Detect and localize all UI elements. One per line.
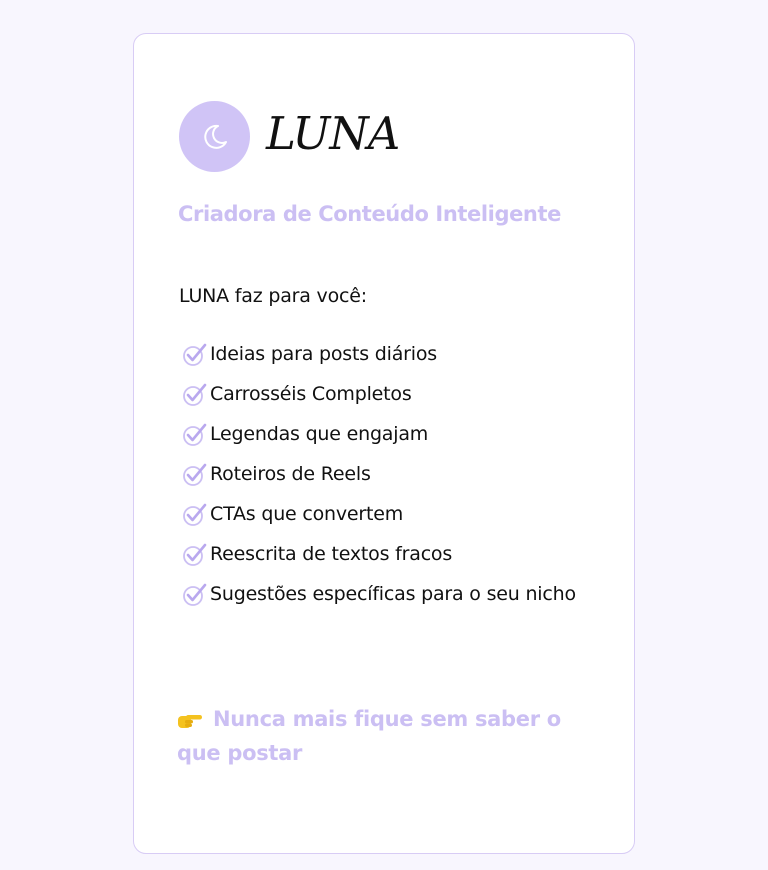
check-mark-icon xyxy=(182,574,210,614)
intro-text: LUNA faz para você: xyxy=(179,285,367,307)
feature-list xyxy=(182,334,602,614)
brand-name: LUNA xyxy=(266,107,400,160)
list-item xyxy=(182,414,602,454)
feature-label: Carrosséis Completos xyxy=(210,383,412,405)
list-item xyxy=(182,374,602,414)
callout-text: Nunca mais fique sem saber o que postar xyxy=(177,707,561,765)
check-mark-icon xyxy=(182,334,210,374)
list-item xyxy=(182,574,602,614)
feature-label: Sugestões específicas para o seu nicho xyxy=(210,583,576,605)
logo xyxy=(179,101,399,172)
feature-label: Legendas que engajam xyxy=(210,423,429,445)
list-item xyxy=(182,494,602,534)
callout xyxy=(177,702,607,770)
check-mark-icon xyxy=(182,534,210,574)
list-item xyxy=(182,534,602,574)
feature-label: Ideias para posts diários xyxy=(210,343,437,365)
pointing-hand-icon xyxy=(177,711,203,729)
check-mark-icon xyxy=(182,414,210,454)
logo-badge xyxy=(179,101,250,172)
luna-card xyxy=(133,33,635,854)
crescent-moon-icon xyxy=(200,122,230,152)
feature-label: Roteiros de Reels xyxy=(210,463,371,485)
list-item xyxy=(182,334,602,374)
check-mark-icon xyxy=(182,494,210,534)
check-mark-icon xyxy=(182,454,210,494)
feature-label: CTAs que convertem xyxy=(210,503,404,525)
subtitle: Criadora de Conteúdo Inteligente xyxy=(178,202,561,226)
check-mark-icon xyxy=(182,374,210,414)
list-item xyxy=(182,454,602,494)
feature-label: Reescrita de textos fracos xyxy=(210,543,453,565)
